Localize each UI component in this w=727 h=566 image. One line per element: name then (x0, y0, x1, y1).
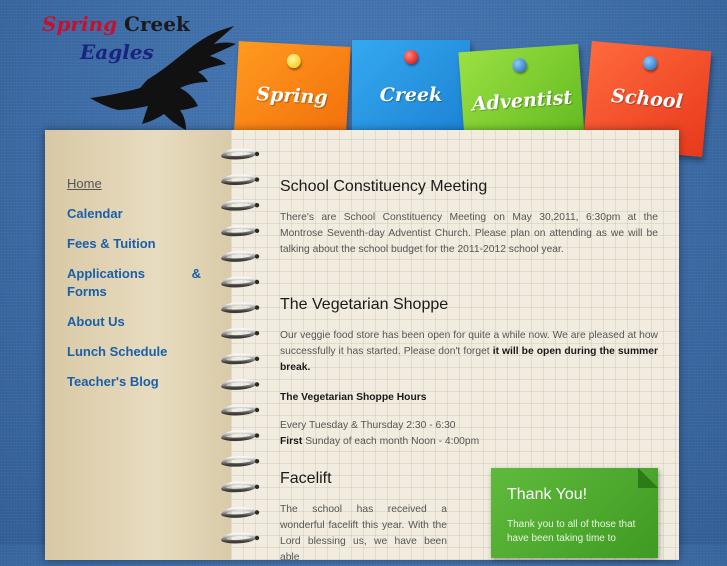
spiral-ring (223, 534, 255, 541)
sidebar-nav (67, 176, 201, 404)
spiral-hole (255, 229, 259, 233)
article-title: School Constituency Meeting (280, 178, 488, 195)
spiral-hole (255, 485, 259, 489)
hours-title-paragraph (280, 390, 658, 406)
yellow-pin-icon (286, 54, 301, 69)
spiral-hole (255, 382, 259, 386)
hours-line-2-text: Sunday of each month Noon - 4:00pm (302, 436, 480, 447)
thank-you-note (491, 468, 658, 558)
spiral-ring (223, 150, 255, 157)
spiral-ring (223, 406, 255, 413)
blue-pin-icon (643, 56, 658, 71)
spiral-hole (255, 536, 259, 540)
article-body: There's are School Constituency Meeting on May 30,2011, 6:30pm at the Montrose Seventh-day Adventist Church. Please plan on attending as we will be talking about the school budget for the 2011-2012 school year. (280, 212, 658, 255)
nav-link-about-us[interactable]: About Us (67, 314, 125, 329)
site-logo[interactable] (42, 12, 242, 132)
logo-spring-text: Spring (42, 12, 118, 36)
hours-line-1: Every Tuesday & Thursday 2:30 - 6:30 (280, 420, 456, 431)
nav-link-applications-forms[interactable] (67, 266, 201, 299)
article-vegetarian-shoppe (280, 296, 658, 450)
spiral-ring (223, 355, 255, 362)
sticky-note-label: Spring (255, 83, 329, 109)
spiral-hole (255, 408, 259, 412)
red-pin-icon (404, 50, 418, 64)
spiral-hole (255, 331, 259, 335)
article-constituency-meeting (280, 178, 658, 258)
eagle-icon (88, 26, 238, 136)
spiral-ring (223, 432, 255, 439)
article-body (280, 328, 658, 376)
nav-link-teachers-blog[interactable]: Teacher's Blog (67, 374, 159, 389)
nav-link-lunch-schedule[interactable]: Lunch Schedule (67, 344, 168, 359)
hours-line-2 (280, 434, 658, 450)
nav-label-applications: Applications (67, 266, 146, 281)
spiral-ring (223, 253, 255, 260)
article-body-bold: it will be open during the summer break. (280, 346, 658, 373)
spiral-ring (223, 381, 255, 388)
spiral-ring (223, 457, 255, 464)
spiral-ring (223, 278, 255, 285)
spiral-ring (223, 201, 255, 208)
nav-label-ampersand: & (191, 266, 201, 281)
sticky-note-label: Creek (379, 84, 443, 106)
nav-link-calendar[interactable]: Calendar (67, 206, 123, 221)
hours-title: The Vegetarian Shoppe Hours (280, 392, 427, 403)
spiral-ring (223, 329, 255, 336)
spiral-ring (223, 176, 255, 183)
spiral-ring (223, 304, 255, 311)
spiral-hole (255, 152, 259, 156)
spiral-ring (223, 227, 255, 234)
spiral-hole (255, 280, 259, 284)
hours-first: First (280, 436, 303, 447)
logo-eagles-text: Eagles (80, 40, 154, 64)
spiral-ring (223, 509, 255, 516)
sticky-note-label: Adventist (471, 86, 573, 116)
thank-you-title: Thank You! (507, 486, 588, 503)
sticky-note-label: School (610, 84, 684, 114)
article-body-text: Our veggie food store has been open for quite a while now. We are pleased at how successfully it has started. Please don't forget (280, 330, 658, 357)
thank-you-body: Thank you to all of those that have been taking time to (507, 519, 636, 544)
nav-label-forms: Forms (67, 284, 107, 299)
article-facelift (280, 470, 447, 566)
article-body: The school has received a wonderful facelift this year. With the Lord blessing us, we have been able (280, 504, 447, 563)
nav-link-applications-row (67, 266, 201, 281)
nav-link-home[interactable]: Home (67, 176, 102, 191)
nav-link-fees-tuition[interactable]: Fees & Tuition (67, 236, 156, 251)
spiral-binding (217, 144, 261, 564)
logo-creek-text: Creek (117, 12, 190, 36)
spiral-hole (255, 203, 259, 207)
spiral-hole (255, 177, 259, 181)
article-title: The Vegetarian Shoppe (280, 296, 449, 313)
spiral-hole (255, 305, 259, 309)
spiral-hole (255, 254, 259, 258)
article-title: Facelift (280, 470, 332, 487)
spiral-hole (255, 357, 259, 361)
blue-pin-icon (512, 58, 527, 73)
spiral-hole (255, 459, 259, 463)
main-content (280, 178, 658, 450)
spiral-hole (255, 510, 259, 514)
spiral-ring (223, 483, 255, 490)
folded-corner (638, 468, 658, 488)
spiral-hole (255, 433, 259, 437)
